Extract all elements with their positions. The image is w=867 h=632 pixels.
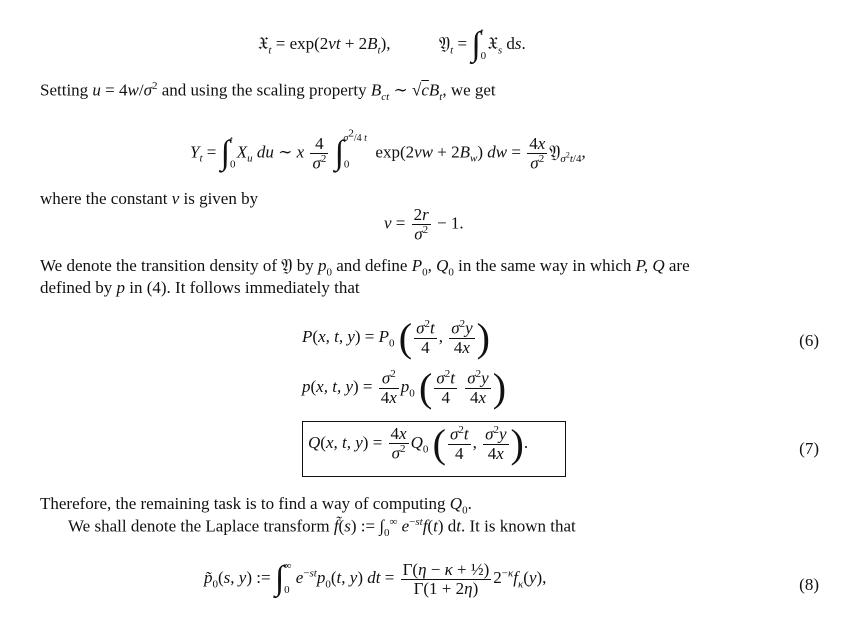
paragraph-laplace-transform: We shall denote the Laplace transform f̃(s) := $\int_0^\infty$ $e^{-st}f(t)$ dt. It is known that [68,516,576,540]
equation-Y: $Y_t = \int_0^t$ $X_u$ du ∼ x $\frac{4}{\sigma^2}$ $\int_0^{\sigma^2/4 t}$ $\exp(2\nu w + 2B_w)$ dw = $\frac{4x}{\sigma^2}$ 𝔜$_{\sigma^2t/4}$, [190,128,586,173]
equation-number-6: (6) [799,331,819,350]
equation-top: 𝔛$_t$ = $\exp(2\nu t + 2B_t)$, 𝔜$_t$ = $\int_0^t$ 𝔛$_s$ ds. [258,26,526,64]
paragraph-setting-u: Setting $u = 4w/\sigma^2$ and using the scaling property $B_{ct}$ ∼ $√cB_t$, we get [40,80,496,104]
equation-nu: ν = $\frac{2r}{\sigma^2}$ − 1. [384,205,464,244]
equation-Q: Q(x, t, y) = $\frac{4x}{\sigma^2}$ $Q_0$ ( $\frac{\sigma^2t}{4}$ , $\frac{\sigma^2y}{4x}$ ). [308,421,529,466]
equation-p: p(x, t, y) = $\frac{\sigma^2}{4x}$ $p_0$ ( $\frac{\sigma^2t}{4}$ $\frac{\sigma^2y}{4x}$ ) [302,365,507,410]
paragraph-transition-density-line1: We denote the transition density of 𝔜 by $p_0$ and define $P_0$, $Q_0$ in the same way in which P, Q are [40,256,690,279]
equation-P: P(x, t, $y) = P_0$ ( $\frac{\sigma^2t}{4}$ , $\frac{\sigma^2y}{4x}$ ) [302,315,490,360]
paragraph-transition-density-line2: defined by p in (4). It follows immediately that [40,278,360,297]
equation-number-7: (7) [799,439,819,458]
equation-laplace: $p̃_0(s$, y) := $\int_0^\infty$ $e^{-st}p_0(t$, y) dt = $\frac{\text{Γ(η − κ + ½)}}{\Gamma(1 + 2\eta)}$ $2^{-\kappa}f_\kappa(y)$, [204,559,547,598]
paragraph-remaining-task: Therefore, the remaining task is to find a way of computing $Q_0$. [40,494,472,517]
paragraph-constant-nu: where the constant ν is given by [40,189,259,208]
equation-number-8: (8) [799,575,819,594]
